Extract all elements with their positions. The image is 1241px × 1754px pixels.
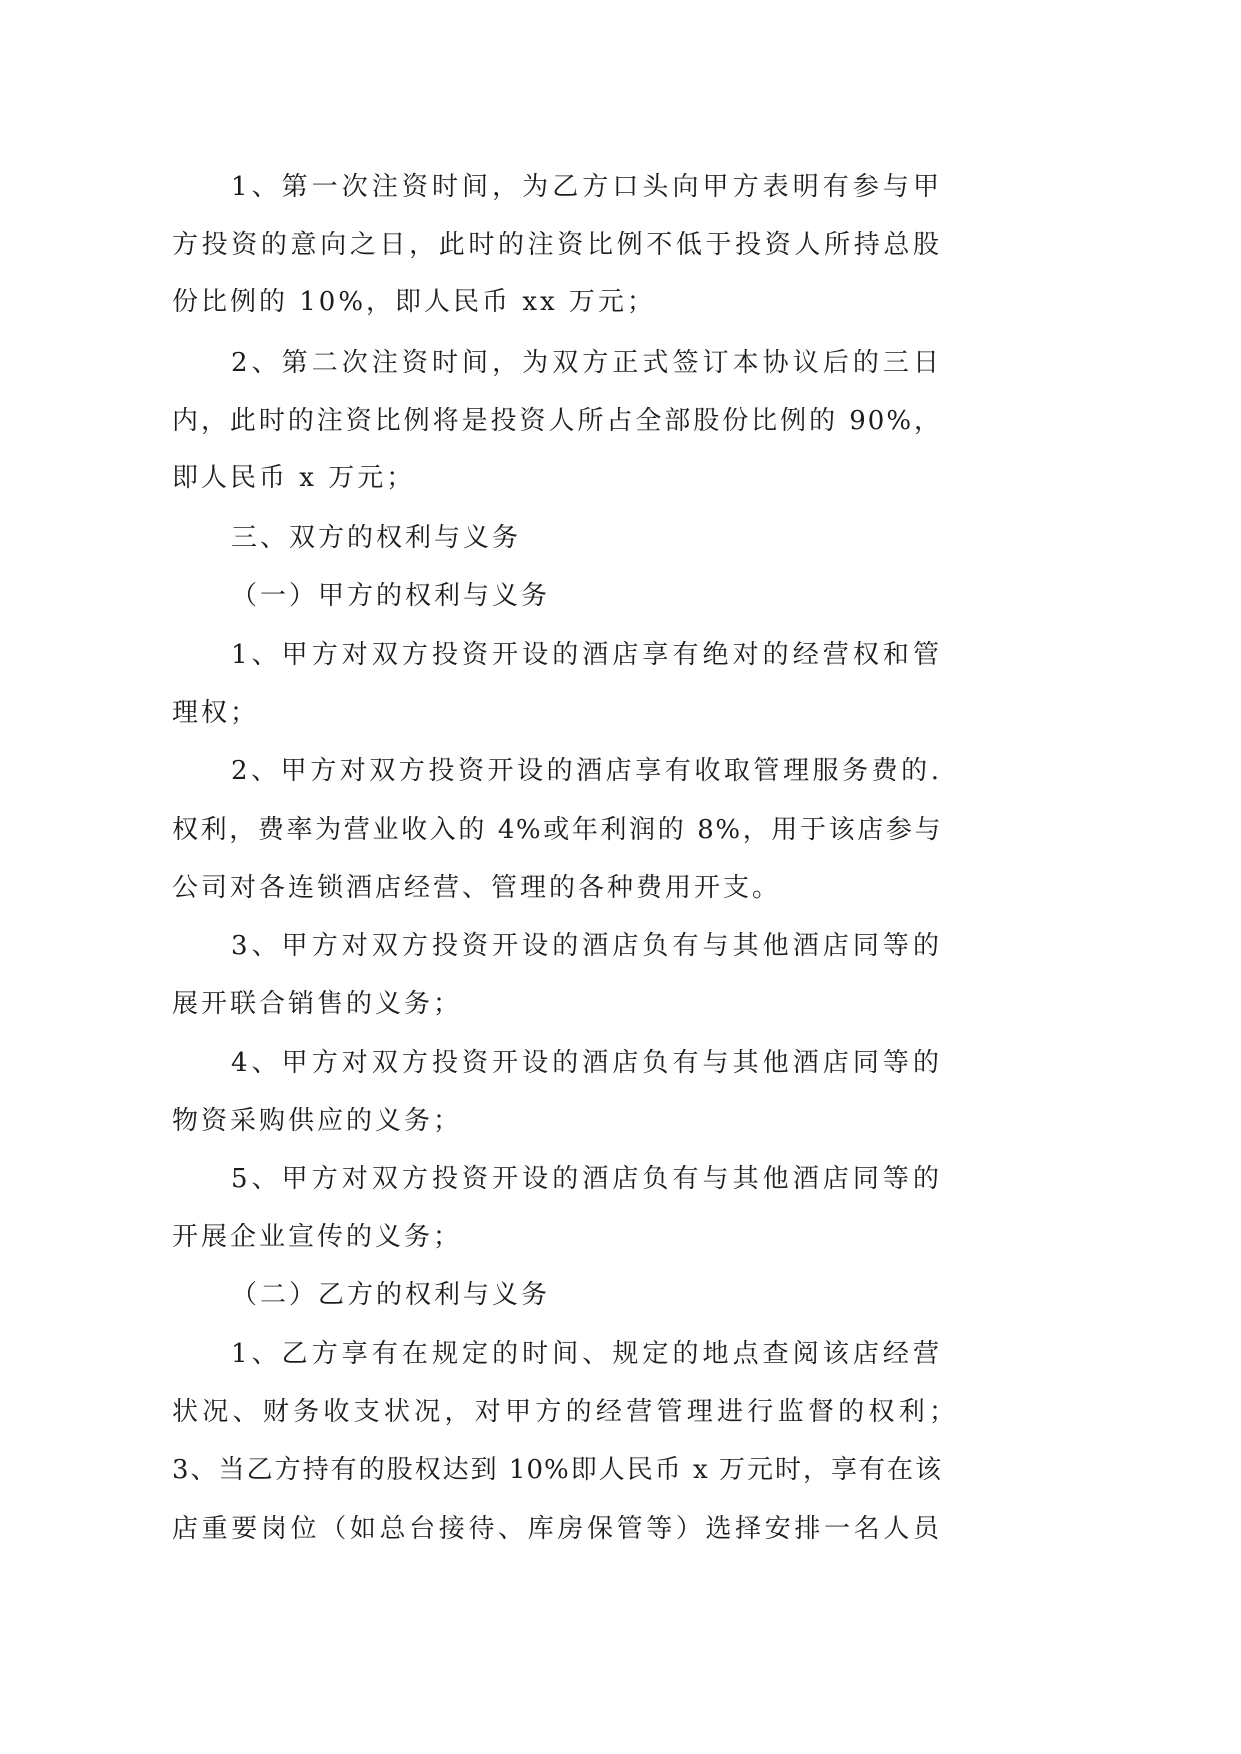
text-line: 2、第二次注资时间，为双方正式签订本协议后的三日 <box>231 348 942 378</box>
text-line: 内，此时的注资比例将是投资人所占全部股份比例的 90%， <box>172 406 942 436</box>
section-heading: 三、双方的权利与义务 <box>231 523 522 553</box>
text-line: 公司对各连锁酒店经营、管理的各种费用开支。 <box>172 873 782 903</box>
text-line: 1、甲方对双方投资开设的酒店享有绝对的经营权和管 <box>231 640 942 670</box>
text-line: 状况、财务收支状况，对甲方的经营管理进行监督的权利； <box>172 1397 958 1427</box>
subsection-heading: （一）甲方的权利与义务 <box>231 581 551 611</box>
text-line: 店重要岗位（如总台接待、库房保管等）选择安排一名人员 <box>172 1514 942 1544</box>
text-line: 开展企业宣传的义务； <box>172 1222 463 1252</box>
text-line: 5、甲方对双方投资开设的酒店负有与其他酒店同等的 <box>231 1164 942 1194</box>
subsection-heading: （二）乙方的权利与义务 <box>231 1280 551 1310</box>
text-line: 物资采购供应的义务； <box>172 1106 463 1136</box>
text-line: 权利，费率为营业收入的 4%或年利润的 8%，用于该店参与 <box>172 815 942 845</box>
text-line: 份比例的 10%，即人民币 xx 万元； <box>172 287 656 317</box>
text-line: 3、甲方对双方投资开设的酒店负有与其他酒店同等的 <box>231 931 942 961</box>
text-line: 展开联合销售的义务； <box>172 989 463 1019</box>
text-line: 即人民币 x 万元； <box>172 463 416 493</box>
text-line: 2、甲方对双方投资开设的酒店享有收取管理服务费的. <box>231 756 942 786</box>
text-line: 4、甲方对双方投资开设的酒店负有与其他酒店同等的 <box>231 1048 942 1078</box>
text-line: 1、第一次注资时间，为乙方口头向甲方表明有参与甲 <box>231 172 942 202</box>
text-line: 3、当乙方持有的股权达到 10%即人民币 x 万元时，享有在该 <box>172 1455 942 1485</box>
text-line: 理权； <box>172 698 260 728</box>
text-line: 方投资的意向之日，此时的注资比例不低于投资人所持总股 <box>172 230 942 260</box>
text-line: 1、乙方享有在规定的时间、规定的地点查阅该店经营 <box>231 1339 942 1369</box>
